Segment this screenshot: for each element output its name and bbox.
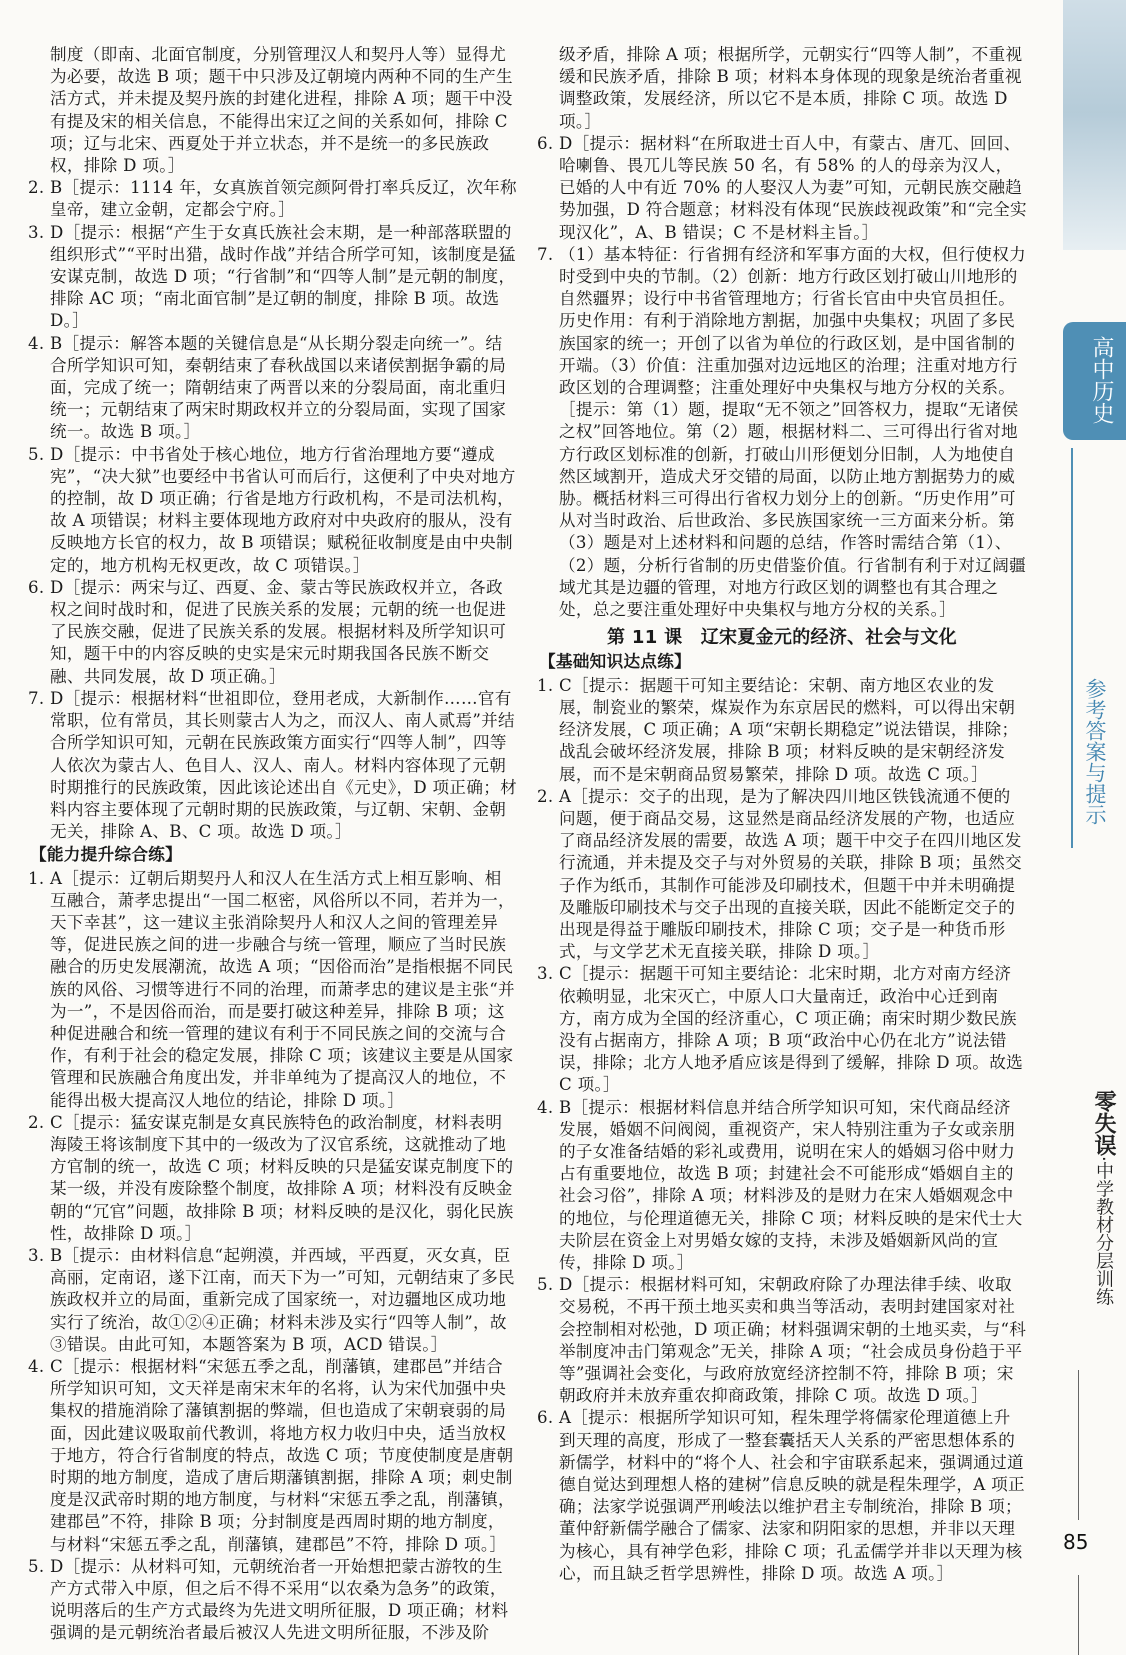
basic-answer-1: 1. C［提示：据题干可知主要结论：宋朝、南方地区农业的发展，制瓷业的繁荣，煤炭作为东京居民的燃料，可以得出宋朝经济发展，C 项正确；A 项“宋朝长期稳定”说法错误，排除；战乱会破坏经济发展，排除 B 项；材料反映的是宋朝经济发展，而不是宋朝商品贸易繁荣，排除 D 项。故选 C 项。］: [537, 675, 1019, 784]
answer-5: 5. D［提示：中书省处于核心地位，地方行省治理地方要“遵成宪”，“决大狱”也要经中书省认可而后行，这便利了中央对地方的控制，故 D 项正确；行省是地方行政机构，不是司法机构，故 A 项错误；材料主要体现地方政府对中央政府的服从，没有反映地方长官的权力，故 B 项错误；赋税征收制度是由中央制定的，地方机构无权更改，故 C 项错误。］: [28, 444, 516, 575]
subject-label: 高中历史: [1089, 336, 1114, 424]
subject-tab: [1063, 322, 1126, 440]
ability-answer-5: 5. D［提示：从材料可知，元朝统治者一开始想把蒙古游牧的生产方式带入中原，但之后不得不采用“以农桑为急务”的政策，说明落后的生产方式最终为先进文明所征服，D 项正确；材料强调的是元朝统治者最后被汉人先进文明所征服，不涉及阶: [28, 1556, 509, 1643]
ability-answer-5-continued: 级矛盾，排除 A 项；根据所学，元朝实行“四等人制”，不重视缓和民族矛盾，排除 B 项；材料本身体现的现象是统治者重视调整政策，发展经济，所以它不是本质，排除 C 项。故选 D 项。］: [559, 45, 1023, 131]
brand-label: [1075, 1090, 1119, 1306]
side-tab: [1063, 0, 1126, 1655]
answer-2: 2. B［提示：1114 年，女真族首领完颜阿骨打率兵反辽，次年称皇帝，建立金朝，定都会宁府。］: [28, 178, 517, 220]
section-tab: [1071, 448, 1125, 848]
ability-answer-6: 6. D［提示：据材料“在所取进士百人中，有蒙古、唐兀、回回、哈喇鲁、畏兀儿等民族 50 名，有 58% 的人的母亲为汉人，已婚的人中有近 70% 的人娶汉人为妻”可知，元朝民族交融趋势加强，D 符合题意；材料没有体现“民族歧视政策”和“完全实现汉化”，A、B 错误；C 不是材料主旨。］: [537, 133, 1027, 242]
section-heading-ability: 【能力提升综合练】: [30, 845, 183, 865]
brush-decoration: [1063, 0, 1126, 250]
answer-4: 4. B［提示：解答本题的关键信息是“从长期分裂走向统一”。结合所学知识可知，秦朝结束了春秋战国以来诸侯割据争霸的局面，完成了统一；隋朝结束了两晋以来的分裂局面，南北重归统一；元朝结束了两宋时期政权并立的分裂局面，实现了国家统一。故选 B 项。］: [28, 333, 507, 442]
ability-answer-2: 2. C［提示：猛安谋克制是女真民族特色的政治制度，材料表明海陵王将该制度下其中的一级改为了汉官系统，这就推动了地方官制的统一，故选 C 项；材料反映的只是猛安谋克制度下的某一级，并没有废除整个制度，故排除 A 项；材料没有反映金朝的“冗官”问题，故排除 B 项；材料反映的是汉化，弱化民族性，故排除 D 项。］: [28, 1112, 514, 1243]
section-heading-basic: 【基础知识达点练】: [539, 652, 692, 672]
ability-answer-3: 3. B［提示：由材料信息“起朔漠，并西域，平西夏，灭女真，臣高丽，定南诏，遂下江南，而天下为一”可知，元朝结束了多民族政权并立的局面，重新完成了国家统一，对边疆地区成功地实行了统治，故①②④正确；材料未涉及实行“四等人制”，故③错误。由此可知，本题答案为 B 项，ACD 错误。］: [28, 1245, 515, 1354]
answer-6: 6. D［提示：两宋与辽、西夏、金、蒙古等民族政权并立，各政权之间时战时和，促进了民族关系的发展；元朝的统一也促进了民族交融，促进了民族关系的发展。根据材料及所学知识可知，题干中的内容反映的史实是宋元时期我国各民族不断交融、共同发展，故 D 项正确。］: [28, 577, 507, 686]
brand-name: 零失误: [1091, 1090, 1116, 1156]
lesson-title: 第 11 课 辽宋夏金元的经济、社会与文化: [607, 627, 957, 649]
answer-7: 7. D［提示：根据材料“世祖即位，登用老成，大新制作……官有常职，位有常员，其长则蒙古人为之，而汉人、南人贰焉”并结合所学知识可知，元朝在民族政策方面实行“四等人制”，四等人依次为蒙古人、色目人、汉人、南人。材料内容体现了元朝时期推行的民族政策，因此该论述出自《元史》，D 项正确；材料内容主要体现了元朝时期的民族政策，与辽朝、宋朝、金朝无关，排除 A、B、C 项。故选 D 项。］: [28, 688, 518, 842]
side-divider: [1078, 1370, 1079, 1520]
ability-answer-1: 1. A［提示：辽朝后期契丹人和汉人在生活方式上相互影响、相互融合，萧孝忠提出“一国二枢密，风俗所以不同，若并为一，天下幸甚”，这一建议主张消除契丹人和汉人之间的管理差异等，促进民族之间的进一步融合与统一管理，顺应了当时民族融合的历史发展潮流，故选 A 项；“因俗而治”是指根据不同民族的风俗、习惯等进行不同的治理，而萧孝忠的建议是主张“并为一”，不是因俗而治，而是要打破这种差异，排除 B 项；这种促进融合和统一管理的建议有利于不同民族之间的交流与合作，有利于社会的稳定发展，排除 C 项；该建议主要是从国家管理和民族融合角度出发，并非单纯为了提高汉人的地位，不能得出极大提高汉人地位的结论，排除 D 项。］: [28, 868, 515, 1110]
series-name: ·中学教材分层训练: [1093, 1156, 1114, 1306]
basic-answer-4: 4. B［提示：根据材料信息并结合所学知识可知，宋代商品经济发展，婚姻不问阀阅，重视资产，宋人特别注重为子女或亲朋的子女准备结婚的彩礼或费用，说明在宋人的婚姻习俗中财力占有重要地位，故选 B 项；封建社会不可能形成“婚姻自主的社会习俗”，排除 A 项；材料涉及的是财力在宋人婚姻观念中的地位，与伦理道德无关，排除 C 项；材料反映的是宋代士大夫阶层在资金上对男婚女嫁的支持，未涉及婚姻新风尚的宣传，排除 D 项。］: [537, 1097, 1023, 1272]
basic-answer-2: 2. A［提示：交子的出现，是为了解决四川地区铁钱流通不便的问题，便于商品交易，这显然是商品经济发展的产物，也适应了商品经济发展的需要，故选 A 项；题干中交子在四川地区发行流通，并未提及交子与对外贸易的关联，排除 B 项；虽然交子作为纸币，其制作可能涉及印刷技术，但题干中并未明确提及雕版印刷技术与交子出现的直接关联，因此不能断定交子的出现是得益于雕版印刷技术，排除 C 项；交子是一种货币形式，与文学艺术无直接关联，排除 D 项。］: [537, 786, 1022, 962]
side-divider-bottom: [1078, 1575, 1079, 1655]
right-column: [537, 44, 1027, 1585]
basic-answer-6: 6. A［提示：根据所学知识可知，程朱理学将儒家伦理道德上升到天理的高度，形成了一整套囊括天人关系的严密思想体系的新儒学，材料中的“将个人、社会和宇宙联系起来，强调通过道德自觉达到理想人格的建树”信息反映的就是程朱理学，A 项正确；法家学说强调严刑峻法以维护君主专制统治，排除 B 项；董仲舒新儒学融合了儒家、法家和阴阳家的思想，并非以天理为核心，具有神学色彩，排除 C 项；孔孟儒学并非以天理为核心，而且缺乏哲学思辨性，排除 D 项。故选 A 项。］: [537, 1408, 1025, 1583]
section-label: 参考答案与提示: [1083, 678, 1107, 825]
page-number: 85: [1063, 1530, 1089, 1554]
answer-1-continued: 制度（即南、北面官制度，分别管理汉人和契丹人等）显得尤为必要，故选 B 项；题干中只涉及辽朝境内两种不同的生产生活方式，并未提及契丹族的封建化进程，排除 A 项；题干中没有提及宋的相关信息，不能得出宋辽之间的关系如何，排除 C 项；辽与北宋、西夏处于并立状态，并不是统一的多民族政权，排除 D 项。］: [50, 45, 513, 176]
basic-answer-5: 5. D［提示：根据材料可知，宋朝政府除了办理法律手续、收取交易税，不再干预土地买卖和典当等活动，表明封建国家对社会控制相对松弛，D 项正确；材料强调宋朝的土地买卖，与“科举制度冲击门第观念”无关，排除 A 项；“社会成员身份趋于平等”强调社会变化，与政府放宽经济控制不符，排除 B 项；宋朝政府并未放弃重农抑商政策，排除 C 项。故选 D 项。］: [537, 1275, 1027, 1406]
ability-answer-7: 7. （1）基本特征：行省拥有经济和军事方面的大权，但行使权力时受到中央的节制。（2）创新：地方行政区划打破山川地形的自然疆界；设行中书省管理地方；行省长官由中央官员担任。历史作用：有利于消除地方割据，加强中央集权；巩固了多民族国家的统一；开创了以省为单位的行政区划，是中国省制的开端。（3）价值：注重加强对边远地区的治理；注重对地方行政区划的合理调整；注重处理好中央集权与地方分权的关系。［提示：第（1）题，提取“无不领之”回答权力，提取“无诸侯之权”回答地位。第（2）题，根据材料二、三可得出行省对地方行政区划标准的创新，打破山川形便划分旧制，人为地使自然区域割开，造成犬牙交错的局面，以防止地方割据势力的威胁。概括材料三可得出行省权力划分上的创新。“历史作用”可从对当时政治、后世政治、多民族国家统一三方面来分析。第（3）题是对上述材料和问题的总结，作答时需结合第（1）、（2）题，分析行省制的历史借鉴价值。行省制有利于对辽阔疆域尤其是边疆的管理，对地方行政区划的调整也有其合理之处，总之要注重处理好中央集权与地方分权的关系。］: [537, 244, 1026, 620]
left-column: [28, 44, 518, 1645]
answer-3: 3. D［提示：根据“产生于女真氏族社会末期，是一种部落联盟的组织形式”“平时出猎，战时作战”并结合所学可知，该制度是猛安谋克制，故选 D 项；“行省制”和“四等人制”是元朝的制度，排除 AC 项；“南北面官制”是辽朝的制度，排除 B 项。故选 D。］: [28, 222, 516, 331]
basic-answer-3: 3. C［提示：据题干可知主要结论：北宋时期，北方对南方经济依赖明显，北宋灭亡，中原人口大量南迁，政治中心迁到南方，南方成为全国的经济重心，C 项正确；南宋时期少数民族没有占据南方，排除 A 项；B 项“政治中心仍在北方”说法错误，排除；北方人地矛盾应该是得到了缓解，排除 D 项。故选 C 项。］: [537, 964, 1023, 1095]
ability-answer-4: 4. C［提示：根据材料“宋惩五季之乱，削藩镇，建郡邑”并结合所学知识可知，文天祥是南宋末年的名将，认为宋代加强中央集权的措施消除了藩镇割据的弊端，但也造成了宋朝衰弱的局面，因此建议吸取前代教训，将地方权力收归中央，适当放权于地方，符合行省制度的特点，故选 C 项；节度使制度是唐朝时期的地方制度，造成了唐后期藩镇割据，排除 A 项；刺史制度是汉武帝时期的地方制度，与材料“宋惩五季之乱，削藩镇，建郡邑”不符，排除 B 项；分封制度是西周时期的地方制度，与材料“宋惩五季之乱，削藩镇，建郡邑”不符，排除 D 项。］: [28, 1356, 515, 1554]
